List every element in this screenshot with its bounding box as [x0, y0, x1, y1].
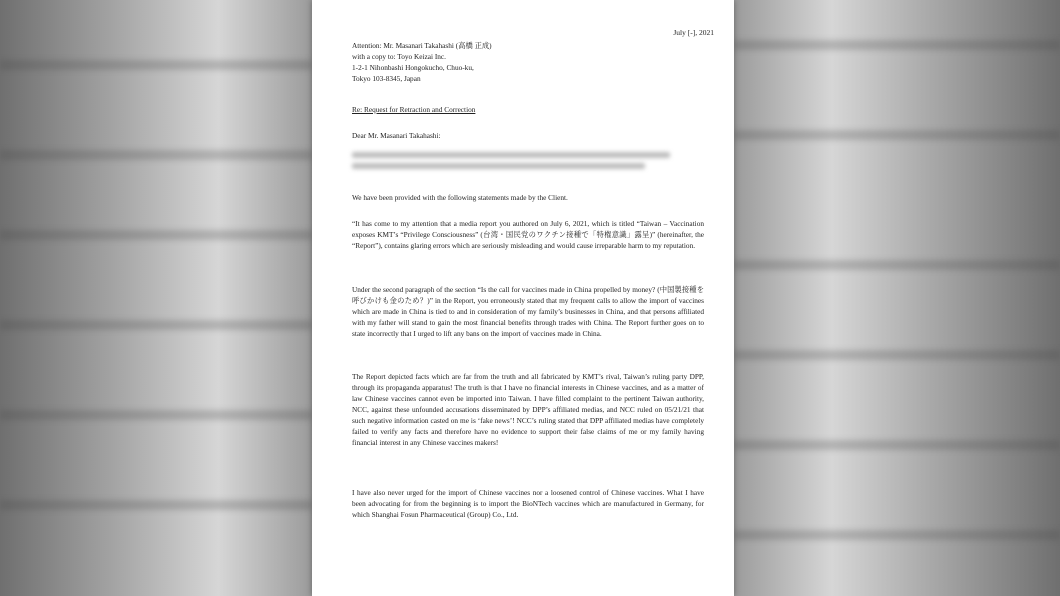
paragraph-3: The Report depicted facts which are far from the truth and all fabricated by KMT’s rival, Taiwan’s ruling party DPP, through its propaganda apparatus! The truth is that I have no financial interests in Chinese vaccines, and as a matter of law Chinese vaccines cannot even be imported into Taiwan. I have filled complaint to the pertinent Taiwan authority, NCC, against these unfounded accusations disseminated by DPP’s affiliated medias, and NCC ruled on 05/21/21 that such negative information casted on me is ‘fake news’! NCC’s ruling stated that DPP affiliated medias have completely failed to verify any facts and therefore have no evidence to support their false claims of me or my family having financial interest in any Chinese vaccines makers! [352, 372, 704, 448]
letter-page [312, 0, 734, 596]
blurred-background-right [734, 0, 1060, 596]
subject-line: Re: Request for Retraction and Correction [352, 105, 476, 114]
letter-date: July [-], 2021 [673, 28, 714, 37]
copy-line: with a copy to: Toyo Keizai Inc. [352, 52, 446, 62]
paragraph-2: Under the second paragraph of the section “Is the call for vaccines made in China propelled by money? (中国製接種を呼びかけも金のため？)” in the Report, you erroneously stated that my frequent calls to allow the import of vaccines which are made in China is tied to and in consideration of my family’s businesses in China, and that persons affiliated with my father will stand to gain the most financial benefits through trades with China. The Report further goes on to state incorrectly that I urged to lift any bans on the import of vaccines made in China. [352, 285, 704, 339]
attention-line: Attention: Mr. Masanari Takahashi (高橋 正成) [352, 41, 492, 50]
blurred-background-left [0, 0, 312, 596]
paragraph-1: “It has come to my attention that a media report you authored on July 6, 2021, which is titled “Taiwan – Vaccination exposes KMT’s “Privilege Consciousness” (台湾・国民党のワクチン接種で「特権意識」露呈)” (hereinafter, the “Report”), contains glaring errors which are seriously misleading and would cause irreparable harm to my reputation. [352, 219, 704, 251]
salutation: Dear Mr. Masanari Takahashi: [352, 131, 441, 140]
paragraph-intro: We have been provided with the following statements made by the Client. [352, 193, 568, 202]
redacted-text-block [352, 152, 670, 178]
address-line-1: 1-2-1 Nihonbashi Hongokucho, Chuo-ku, [352, 63, 474, 73]
paragraph-4: I have also never urged for the import of Chinese vaccines nor a loosened control of Chinese vaccines. What I have been advocating for from the beginning is to import the BioNTech vaccines which are manufactured in Germany, for which Shanghai Fosun Pharmaceutical (Group) Co., Ltd. [352, 488, 704, 520]
recipient-address-block [352, 40, 492, 84]
address-line-2: Tokyo 103-8345, Japan [352, 74, 421, 84]
